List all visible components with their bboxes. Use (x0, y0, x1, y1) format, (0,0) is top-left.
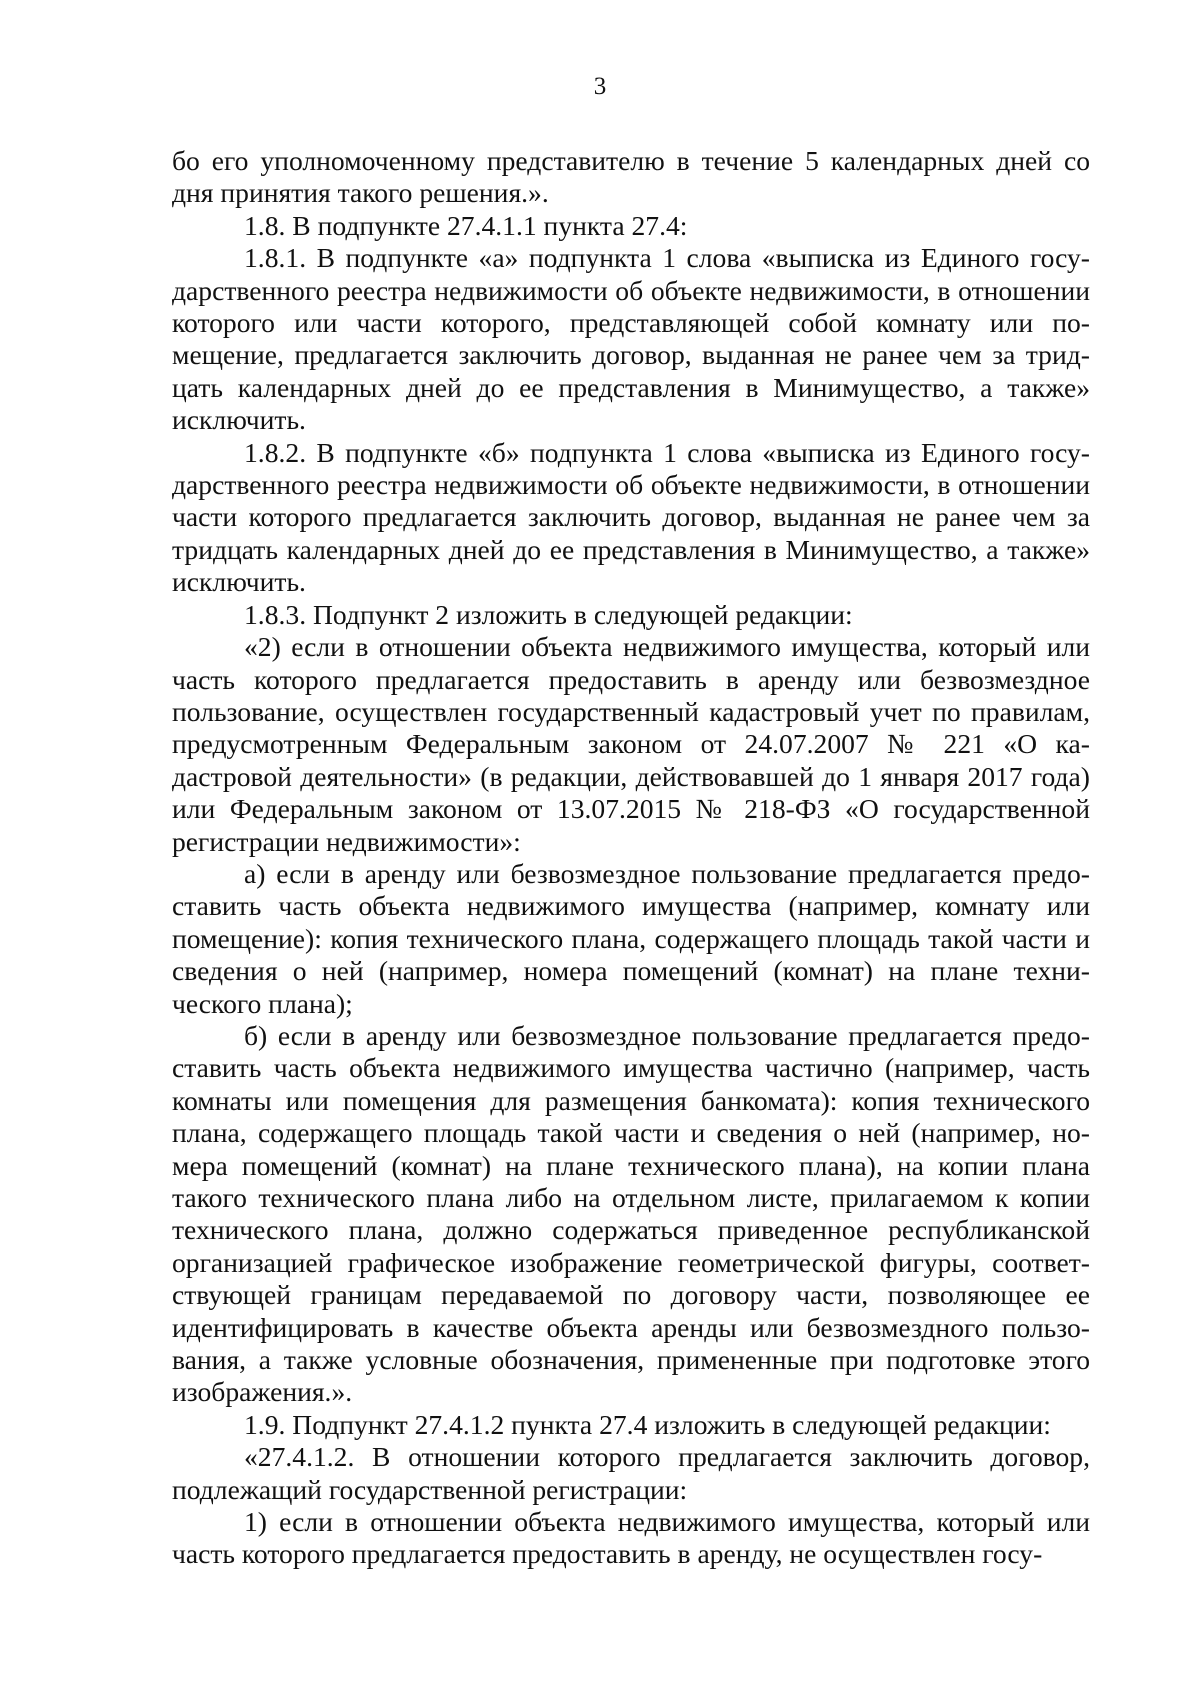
paragraph-subpoint-a: а) если в аренду или безвозмездное пользование предлагается предоставить часть объекта недвижимого имущества (например, комнату или помещение): копия технического плана, содержащего площадь такой части и сведения о ней (например, номера помещений (комнат) на плане технического плана); (172, 857, 1090, 1019)
paragraph-subpoint-2: «2) если в отношении объекта недвижимого имущества, который или часть которого предлагается предоставить в аренду или безвозмездное пользование, осуществлен государственный кадастровый учет по правилам, предусмотренным Федеральным законом от 24.07.2007 № 221 «О кадастровой деятельности» (в редакции, действовавшей до 1 января 2017 года) или Федеральным законом от 13.07.2015 № 218-ФЗ «О государственной регистрации недвижимости»: (172, 631, 1090, 857)
page-number: 3 (593, 73, 607, 100)
paragraph-1-9: 1.9. Подпункт 27.4.1.2 пункта 27.4 изложить в следующей редакции: (244, 1408, 1051, 1440)
paragraph-1-8: 1.8. В подпункте 27.4.1.1 пункта 27.4: (244, 209, 688, 241)
paragraph-1-8-1: 1.8.1. В подпункте «а» подпункта 1 слова «выписка из Единого государственного реестра недвижимости об объекте недвижимости, в отношении которого или части которого, представляющей собой комнату или помещение, предлагается заключить договор, выданная не ранее чем за тридцать календарных дней до ее представления в Минимущество, а также» исключить. (172, 242, 1090, 436)
paragraph-1-8-2: 1.8.2. В подпункте «б» подпункта 1 слова «выписка из Единого государственного реестра недвижимости об объекте недвижимости, в отношении части которого предлагается заключить договор, выданная не ранее чем за тридцать календарных дней до ее представления в Минимущество, а также» исключить. (172, 436, 1090, 598)
paragraph-1-8-3: 1.8.3. Подпункт 2 изложить в следующей редакции: (244, 598, 853, 630)
paragraph-subpoint-1: 1) если в отношении объекта недвижимого имущества, который или часть которого предлагается предоставить в аренду, не осуществлен госу- (172, 1506, 1090, 1570)
paragraph-continuation: бо его уполномоченному представителю в течение 5 календарных дней со дня принятия такого решения.». (172, 145, 1090, 209)
document-body (172, 145, 1090, 1571)
paragraph-subpoint-b: б) если в аренду или безвозмездное пользование предлагается предоставить часть объекта недвижимого имущества частично (например, часть комнаты или помещения для размещения банкомата): копия технического плана, содержащего площадь такой части и сведения о ней (например, номера помещений (комнат) на плане технического плана), на копии плана такого технического плана либо на отдельном листе, прилагаемом к копии технического плана, должно содержаться приведенное республиканской организацией графическое изображение геометрической фигуры, соответствующей границам передаваемой по договору части, позволяющее ее идентифицировать в качестве объекта аренды или безвозмездного пользования, а также условные обозначения, примененные при подготовке этого изображения.». (172, 1019, 1090, 1408)
paragraph-27-4-1-2: «27.4.1.2. В отношении которого предлагается заключить договор, подлежащий государственной регистрации: (172, 1441, 1090, 1505)
